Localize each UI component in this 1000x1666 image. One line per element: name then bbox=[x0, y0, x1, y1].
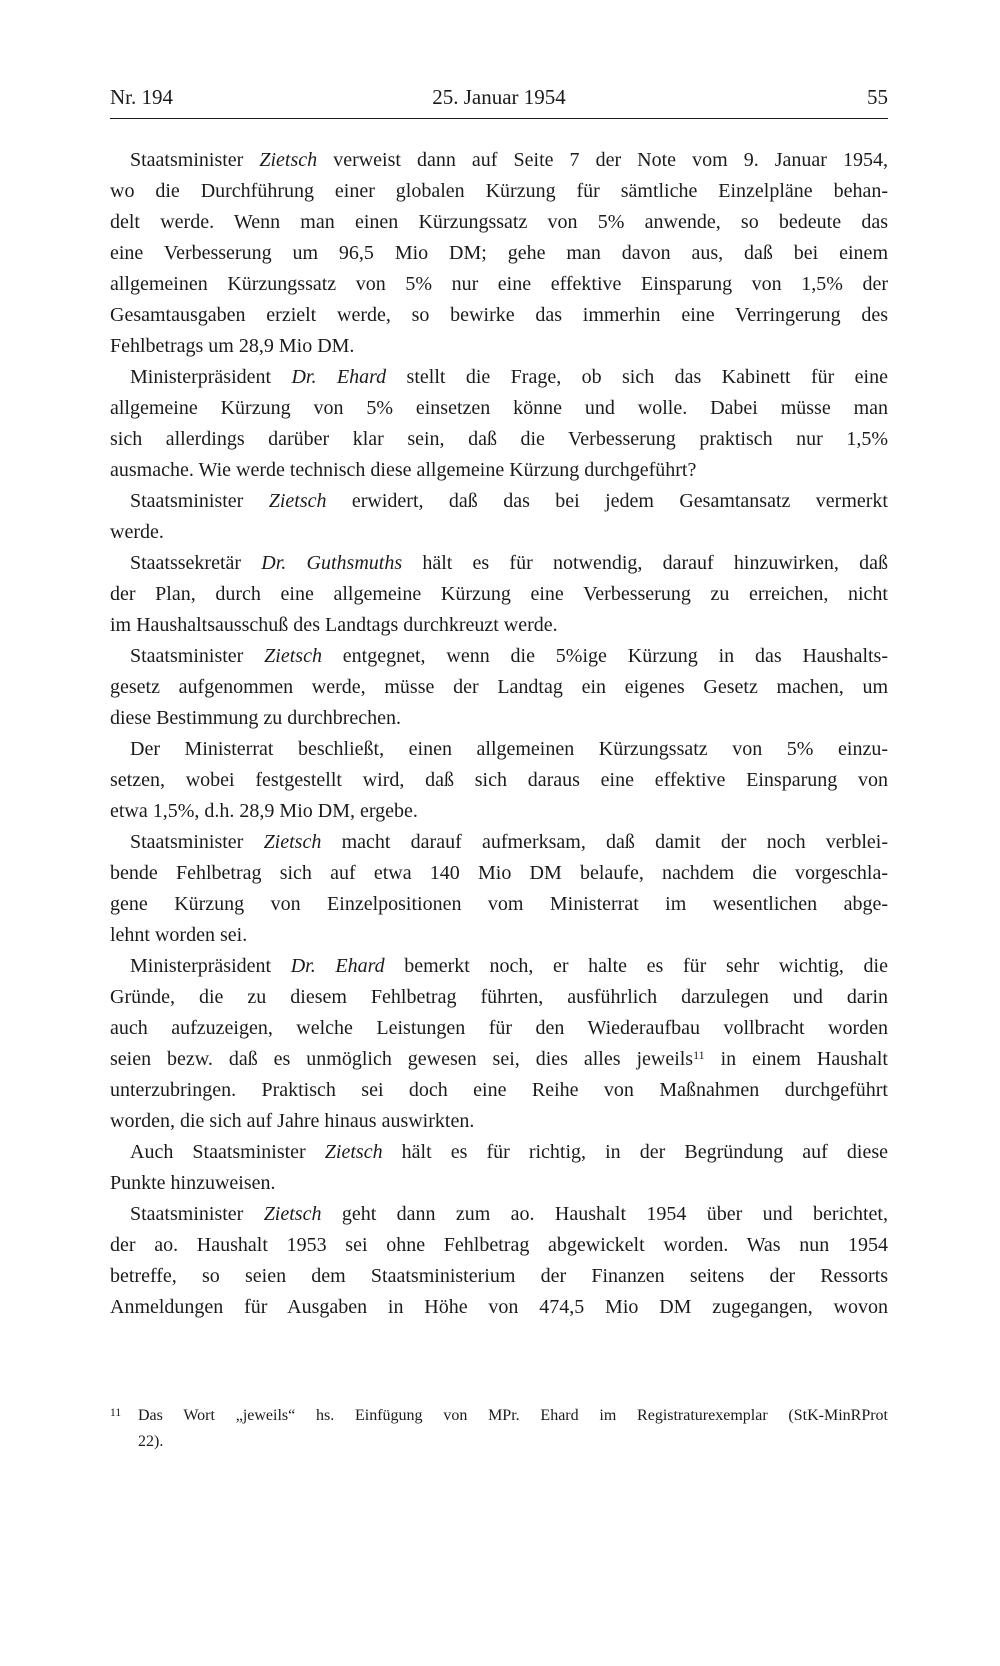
text-line bbox=[110, 1075, 888, 1106]
text-line bbox=[110, 982, 888, 1013]
text-line bbox=[110, 1168, 888, 1199]
paragraph bbox=[110, 548, 888, 641]
text-segment: Staatsminister bbox=[130, 831, 264, 853]
text-segment: diese Bestimmung zu durchbrechen. bbox=[110, 707, 402, 729]
text-segment: geht dann zum ao. Haushalt 1954 über und berichtet, bbox=[321, 1203, 888, 1225]
text-line bbox=[110, 486, 888, 517]
text-line bbox=[110, 1106, 888, 1137]
footnote-marker: 11 bbox=[110, 1407, 122, 1419]
text-segment: setzen, wobei festgestellt wird, daß sich daraus eine effektive Einsparung von bbox=[110, 769, 888, 791]
text-line bbox=[110, 300, 888, 331]
paragraph bbox=[110, 1137, 888, 1199]
text-segment: in einem Haushalt bbox=[704, 1048, 888, 1070]
text-line bbox=[110, 641, 888, 672]
text-segment: seien bezw. daß es unmöglich gewesen sei, dies alles jeweils bbox=[110, 1048, 694, 1070]
text-line bbox=[110, 1261, 888, 1292]
paragraph bbox=[110, 827, 888, 951]
text-segment: Zietsch bbox=[259, 149, 318, 171]
text-segment: Ministerpräsident bbox=[130, 955, 291, 977]
header-page-number: 55 bbox=[867, 85, 888, 109]
text-line bbox=[138, 1403, 888, 1429]
text-segment: allgemeinen Kürzungssatz von 5% nur eine effektive Einsparung von 1,5% der bbox=[110, 273, 888, 295]
text-segment: sich allerdings darüber klar sein, daß die Verbesserung praktisch nur 1,5% bbox=[110, 428, 888, 450]
text-line bbox=[110, 610, 888, 641]
paragraph bbox=[110, 486, 888, 548]
text-segment: Dr. Ehard bbox=[290, 955, 385, 977]
paragraph bbox=[110, 145, 888, 362]
text-line bbox=[110, 1230, 888, 1261]
footnote-text bbox=[138, 1403, 888, 1455]
text-segment: unterzubringen. Praktisch sei doch eine Reihe von Maßnahmen durchgeführt bbox=[110, 1079, 888, 1101]
text-line bbox=[110, 393, 888, 424]
text-segment: Dr. Ehard bbox=[291, 366, 387, 388]
text-segment: bemerkt noch, er halte es für sehr wichtig, die bbox=[384, 955, 888, 977]
header-issue-number: Nr. 194 bbox=[110, 85, 173, 109]
text-segment: Zietsch bbox=[263, 1203, 322, 1225]
text-line bbox=[110, 517, 888, 548]
text-line bbox=[110, 951, 888, 982]
text-segment: stellt die Frage, ob sich das Kabinett für eine bbox=[386, 366, 888, 388]
text-segment: werde. bbox=[110, 521, 164, 543]
text-line bbox=[110, 1292, 888, 1323]
text-line bbox=[110, 703, 888, 734]
text-segment: der ao. Haushalt 1953 sei ohne Fehlbetrag abgewickelt worden. Was nun 1954 bbox=[110, 1234, 888, 1256]
text-segment: Zietsch bbox=[268, 490, 327, 512]
text-segment: eine Verbesserung um 96,5 Mio DM; gehe man davon aus, daß bei einem bbox=[110, 242, 888, 264]
text-segment: verweist dann auf Seite 7 der Note vom 9. Januar 1954, bbox=[317, 149, 888, 171]
text-segment: delt werde. Wenn man einen Kürzungssatz von 5% anwende, so bedeute das bbox=[110, 211, 888, 233]
text-line bbox=[110, 672, 888, 703]
text-segment: Der Ministerrat beschließt, einen allgemeinen Kürzungssatz von 5% einzu- bbox=[130, 738, 888, 760]
text-line bbox=[110, 765, 888, 796]
text-segment: 22). bbox=[138, 1433, 164, 1450]
text-segment: wo die Durchführung einer globalen Kürzung für sämtliche Einzelpläne behan- bbox=[110, 180, 888, 202]
page-header bbox=[110, 84, 888, 119]
text-segment: Staatsminister bbox=[130, 149, 260, 171]
text-line bbox=[110, 1013, 888, 1044]
paragraph bbox=[110, 951, 888, 1137]
text-segment: entgegnet, wenn die 5%ige Kürzung in das Haushalts- bbox=[321, 645, 888, 667]
text-segment: auch aufzuzeigen, welche Leistungen für den Wiederaufbau vollbracht worden bbox=[110, 1017, 888, 1039]
text-segment: Das Wort „jeweils“ hs. Einfügung von MPr. Ehard im Registraturexemplar (StK-MinRProt bbox=[138, 1407, 888, 1424]
text-line bbox=[110, 889, 888, 920]
text-segment: Punkte hinzuweisen. bbox=[110, 1172, 276, 1194]
text-segment: Gründe, die zu diesem Fehlbetrag führten, ausführlich darzulegen und darin bbox=[110, 986, 888, 1008]
text-segment: lehnt worden sei. bbox=[110, 924, 248, 946]
text-segment: ausmache. Wie werde technisch diese allgemeine Kürzung durchgeführt? bbox=[110, 459, 697, 481]
text-segment: Gesamtausgaben erzielt werde, so bewirke das immerhin eine Verringerung des bbox=[110, 304, 888, 326]
text-line bbox=[110, 579, 888, 610]
text-segment: Staatsminister bbox=[130, 1203, 264, 1225]
text-segment: im Haushaltsausschuß des Landtags durchkreuzt werde. bbox=[110, 614, 558, 636]
text-segment: gesetz aufgenommen werde, müsse der Landtag ein eigenes Gesetz machen, um bbox=[110, 676, 888, 698]
text-line bbox=[110, 424, 888, 455]
text-line bbox=[110, 145, 888, 176]
text-segment: hält es für richtig, in der Begründung auf diese bbox=[382, 1141, 888, 1163]
text-line bbox=[110, 796, 888, 827]
document-body bbox=[110, 145, 888, 1323]
header-date: 25. Januar 1954 bbox=[432, 85, 566, 109]
text-line bbox=[110, 1044, 888, 1075]
text-segment: Staatsminister bbox=[130, 645, 265, 667]
text-line bbox=[110, 858, 888, 889]
text-line bbox=[110, 548, 888, 579]
text-line bbox=[110, 827, 888, 858]
text-line bbox=[110, 238, 888, 269]
text-segment: betreffe, so seien dem Staatsministerium der Finanzen seitens der Ressorts bbox=[110, 1265, 888, 1287]
paragraph bbox=[110, 641, 888, 734]
paragraph bbox=[110, 1199, 888, 1323]
text-segment: Anmeldungen für Ausgaben in Höhe von 474,5 Mio DM zugegangen, wovon bbox=[110, 1296, 888, 1318]
text-segment: worden, die sich auf Jahre hinaus auswirkten. bbox=[110, 1110, 475, 1132]
text-segment: Fehlbetrags um 28,9 Mio DM. bbox=[110, 335, 355, 357]
text-line bbox=[110, 455, 888, 486]
text-segment: erwidert, daß das bei jedem Gesamtansatz vermerkt bbox=[326, 490, 888, 512]
text-line bbox=[110, 1137, 888, 1168]
text-line bbox=[110, 176, 888, 207]
paragraph bbox=[110, 734, 888, 827]
text-line bbox=[110, 331, 888, 362]
text-segment: Ministerpräsident bbox=[130, 366, 292, 388]
text-line bbox=[110, 207, 888, 238]
text-segment: Staatsminister bbox=[130, 490, 269, 512]
text-line bbox=[138, 1429, 888, 1455]
footnote bbox=[110, 1403, 888, 1455]
text-segment: Dr. Guthsmuths bbox=[261, 552, 403, 574]
text-segment: bende Fehlbetrag sich auf etwa 140 Mio DM belaufe, nachdem die vorgeschla- bbox=[110, 862, 888, 884]
text-line bbox=[110, 362, 888, 393]
text-segment: hält es für notwendig, darauf hinzuwirken, daß bbox=[402, 552, 888, 574]
text-segment: der Plan, durch eine allgemeine Kürzung eine Verbesserung zu erreichen, nicht bbox=[110, 583, 888, 605]
text-segment: Auch Staatsminister bbox=[130, 1141, 325, 1163]
paragraph bbox=[110, 362, 888, 486]
text-segment: etwa 1,5%, d.h. 28,9 Mio DM, ergebe. bbox=[110, 800, 418, 822]
text-segment: macht darauf aufmerksam, daß damit der noch verblei- bbox=[321, 831, 888, 853]
text-segment: allgemeine Kürzung von 5% einsetzen könne und wolle. Dabei müsse man bbox=[110, 397, 888, 419]
page-content bbox=[110, 84, 888, 1455]
text-segment: Zietsch bbox=[263, 831, 322, 853]
text-segment: Zietsch bbox=[324, 1141, 383, 1163]
text-segment: Staatssekretär bbox=[130, 552, 262, 574]
text-segment: Zietsch bbox=[264, 645, 322, 667]
text-line bbox=[110, 269, 888, 300]
text-segment: gene Kürzung von Einzelpositionen vom Ministerrat im wesentlichen abge- bbox=[110, 893, 888, 915]
text-line bbox=[110, 920, 888, 951]
footnote-reference: 11 bbox=[693, 1048, 705, 1062]
text-line bbox=[110, 1199, 888, 1230]
text-line bbox=[110, 734, 888, 765]
